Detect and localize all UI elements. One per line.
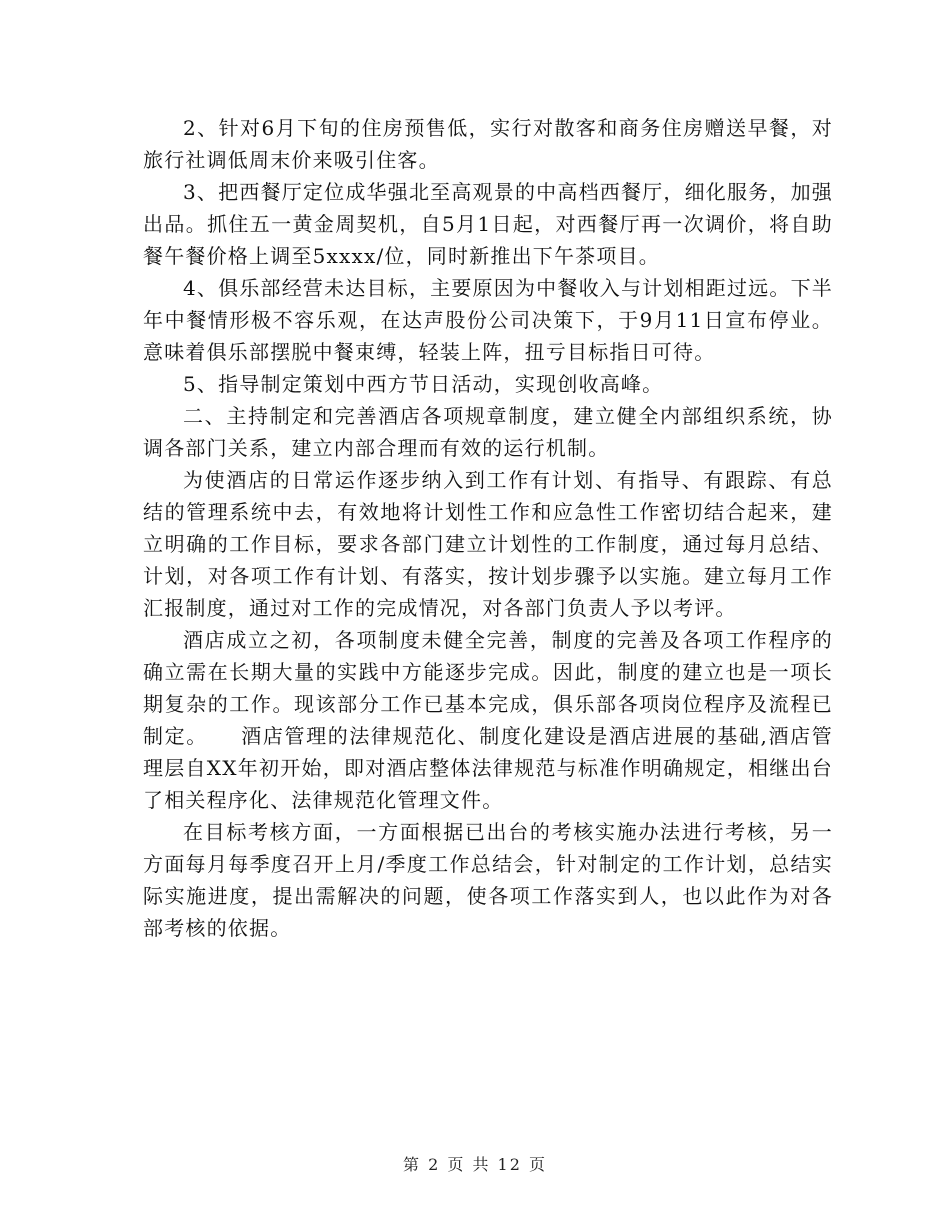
paragraph-target-assessment: 在目标考核方面，一方面根据已出台的考核实施办法进行考核，另一方面每月每季度召开上月/季度工作总结会，针对制定的工作计划，总结实际实施进度，提出需解决的问题，使各项工作落实到人，也以此作为对各部考核的依据。 xyxy=(143,820,833,940)
paragraph-regulations: 酒店成立之初，各项制度未健全完善，制度的完善及各项工作程序的确立需在长期大量的实践中方能逐步完成。因此，制度的建立也是一项长期复杂的工作。现该部分工作已基本完成，俱乐部各项岗位程序及流程已制定。 酒店管理的法律规范化、制度化建设是酒店进展的基础,酒店管理层自XX年初开始，即对酒店整体法律规范与标准作明确规定，相继出台了相关程序化、法律规范化管理文件。 xyxy=(143,628,833,812)
paragraph-item-2: 2、针对6月下旬的住房预售低，实行对散客和商务住房赠送早餐，对旅行社调低周末价来吸引住客。 xyxy=(143,116,833,172)
document-body xyxy=(143,112,833,944)
paragraph-item-4: 4、俱乐部经营未达目标，主要原因为中餐收入与计划相距过远。下半年中餐情形极不容乐观，在达声股份公司决策下，于9月11日宣布停业。意味着俱乐部摆脱中餐束缚，轻装上阵，扭亏目标指日可待。 xyxy=(143,276,833,364)
paragraph-planning-system: 为使酒店的日常运作逐步纳入到工作有计划、有指导、有跟踪、有总结的管理系统中去，有效地将计划性工作和应急性工作密切结合起来，建立明确的工作目标，要求各部门建立计划性的工作制度，通过每月总结、计划，对各项工作有计划、有落实，按计划步骤予以实施。建立每月工作汇报制度，通过对工作的完成情况，对各部门负责人予以考评。 xyxy=(143,468,833,620)
paragraph-item-5: 5、指导制定策划中西方节日活动，实现创收高峰。 xyxy=(183,372,664,396)
paragraph-item-3: 3、把西餐厅定位成华强北至高观景的中高档西餐厅，细化服务，加强出品。抓住五一黄金周契机，自5月1日起，对西餐厅再一次调价，将自助餐午餐价格上调至5xxxx/位，同时新推出下午茶项目。 xyxy=(143,180,833,268)
page-number-footer: 第 2 页 共 12 页 xyxy=(403,1155,547,1174)
section-heading-two: 二、主持制定和完善酒店各项规章制度，建立健全内部组织系统，协调各部门关系，建立内部合理而有效的运行机制。 xyxy=(143,404,833,460)
